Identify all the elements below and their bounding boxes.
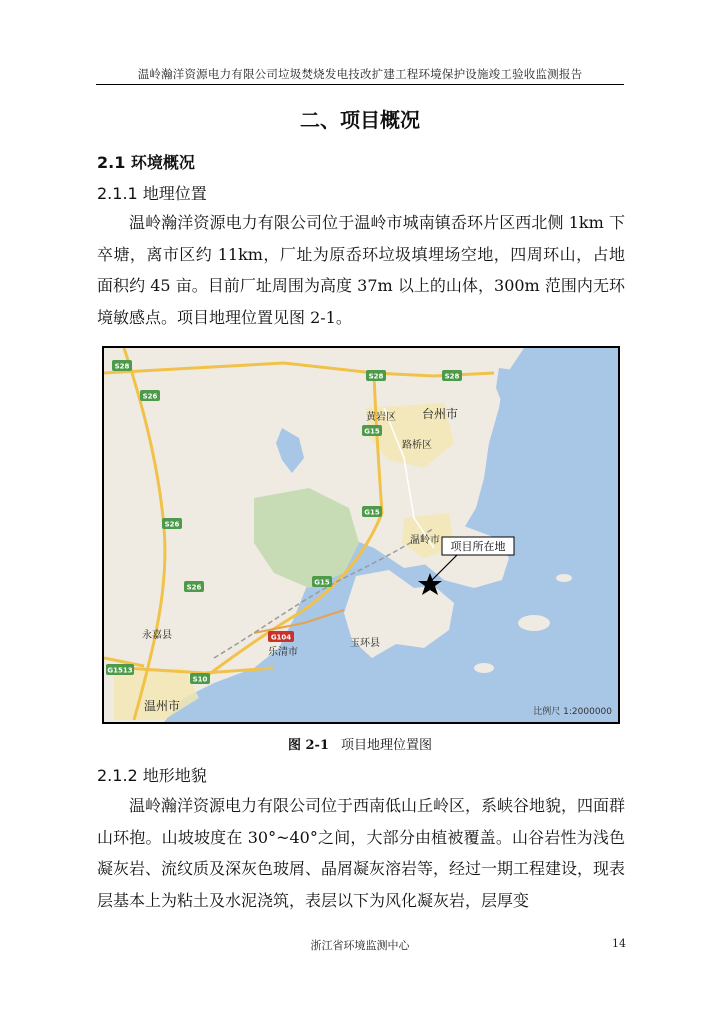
callout-label: 项目所在地: [450, 540, 506, 553]
svg-text:S26: S26: [164, 520, 180, 529]
map-label-wenling: 温岭市: [410, 535, 440, 546]
road-shield-g15: [312, 576, 332, 587]
geo-location-paragraph: 温岭瀚洋资源电力有限公司位于温岭市城南镇岙环片区西北侧 1km 下卒塘，离市区约 11km，厂址为原岙环垃圾填埋场空地，四周环山，占地面积约 45 亩。目前厂址周围为高度 37m 以上的山体，300m 范围内无环境敏感点。项目地理位置见图 2-1。: [97, 213, 625, 327]
map-island: [474, 663, 494, 673]
svg-text:S28: S28: [444, 372, 460, 381]
map-label-yuhuan: 玉环县: [350, 638, 380, 649]
svg-text:S26: S26: [186, 583, 202, 592]
figure-number: 图 2-1: [287, 738, 329, 753]
section-heading-2-1-1: 2.1.1 地理位置: [97, 184, 207, 203]
map-label-yongjia: 永嘉县: [142, 630, 172, 641]
svg-text:S28: S28: [114, 362, 130, 371]
svg-text:G15: G15: [364, 508, 380, 517]
road-shield-s28: [442, 370, 462, 381]
map-label-wenzhou: 温州市: [144, 699, 181, 713]
figure-caption: [0, 734, 720, 753]
road-shield-s10: [190, 673, 210, 684]
road-shield-s26: [184, 581, 204, 592]
map-label-yueqing: 乐清市: [268, 647, 298, 658]
road-shield-g15: [362, 425, 382, 436]
road-shield-s28: [366, 370, 386, 381]
svg-text:S28: S28: [368, 372, 384, 381]
location-map: [102, 346, 620, 724]
svg-text:G104: G104: [270, 633, 292, 642]
terrain-paragraph: 温岭瀚洋资源电力有限公司位于西南低山丘岭区，系峡谷地貌，四面群山环抱。山坡坡度在 30°~40°之间，大部分由植被覆盖。山谷岩性为浅色凝灰岩、流纹质及深灰色玻屑、晶屑凝灰溶岩等，经过一期工程建设，现表层基本上为粘土及水泥浇筑，表层以下为风化凝灰岩，层厚变: [97, 796, 626, 910]
section-heading-2-1-2: 2.1.2 地形地貌: [97, 766, 207, 785]
section-heading-2-1: 2.1 环境概况: [97, 153, 195, 172]
footer-org: 浙江省环境监测中心: [310, 939, 410, 952]
chapter-title: 二、项目概况: [300, 108, 420, 132]
map-label-luqiao: 路桥区: [402, 440, 432, 451]
svg-text:G1513: G1513: [107, 666, 133, 675]
figure-caption-text: 项目地理位置图: [341, 738, 433, 753]
road-shield-g15: [362, 506, 382, 517]
svg-text:G15: G15: [314, 578, 330, 587]
map-island: [518, 615, 550, 631]
map-label-taizhou: 台州市: [422, 407, 459, 421]
svg-text:S26: S26: [142, 392, 158, 401]
svg-text:G15: G15: [364, 427, 380, 436]
road-shield-g104: [268, 631, 294, 642]
map-scale: 比例尺 1:2000000: [533, 707, 612, 717]
road-shield-g1513: [106, 664, 134, 675]
header-divider: [96, 84, 624, 85]
svg-text:S10: S10: [192, 675, 208, 684]
page-number: 14: [612, 937, 626, 950]
road-shield-s26: [162, 518, 182, 529]
road-shield-s28: [112, 360, 132, 371]
map-bay: [496, 368, 534, 408]
map-island: [556, 574, 572, 582]
road-shield-s26: [140, 390, 160, 401]
map-label-huangyan: 黄岩区: [366, 412, 396, 423]
page-header-title: 温岭瀚洋资源电力有限公司垃圾焚烧发电技改扩建工程环境保护设施竣工验收监测报告: [137, 67, 583, 81]
